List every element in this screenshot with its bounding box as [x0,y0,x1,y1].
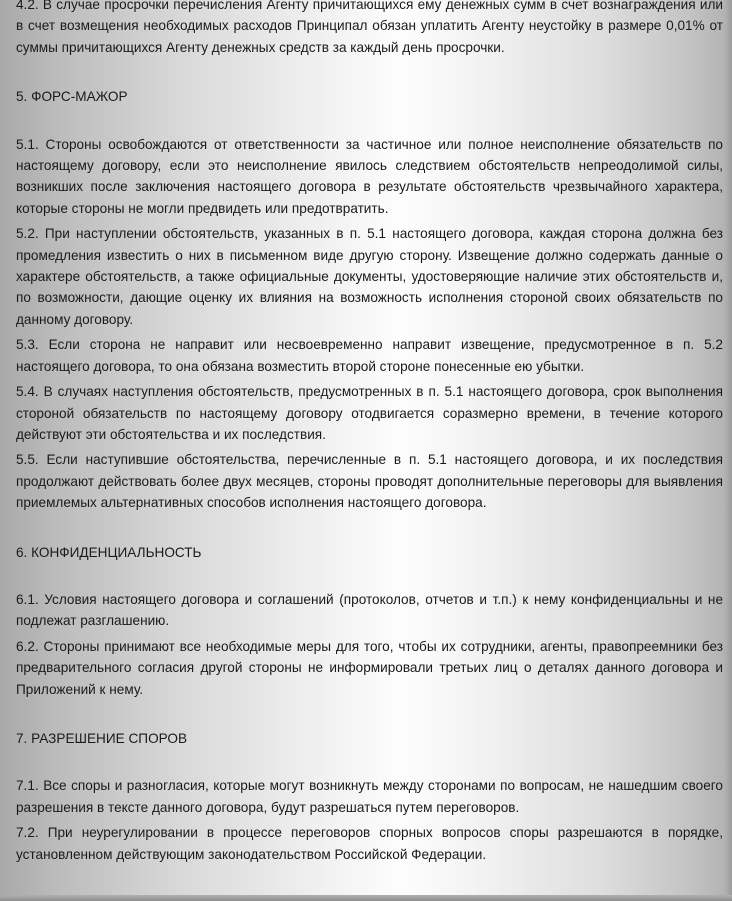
section-heading-disputes: 7. РАЗРЕШЕНИЕ СПОРОВ [16,730,188,746]
clause-7-2: 7.2. При неурегулировании в процессе переговоров спорных вопросов споры разрешаются в порядке, установленном действующим законодательством Российской Федерации. [16,825,723,862]
section-heading-confidentiality: 6. КОНФИДЕНЦИАЛЬНОСТЬ [16,544,202,560]
page-right-edge [724,0,732,901]
clause-5-1: 5.1. Стороны освобождаются от ответственности за частичное или полное неисполнение обязательств по настоящему договору, если это неисполнение явилось следствием обстоятельств непреодолимой силы, возникших после заключения настоящего договора в результате обстоятельств чрезвычайного характера, которые стороны не могли предвидеть или предотвратить. [16,136,723,216]
page-bottom-edge [0,895,732,901]
clause-7-1: 7.1. Все споры и разногласия, которые могут возникнуть между сторонами по вопросам, не нашедшим своего разрешения в тексте данного договора, будут разрешаться путем переговоров. [16,778,723,815]
clause-6-2: 6.2. Стороны принимают все необходимые меры для того, чтобы их сотрудники, агенты, правопреемники без предварительного согласия другой стороны не информировали третьих лиц о деталях данного договора и Приложений к нему. [16,638,723,697]
clause-5-3: 5.3. Если сторона не направит или несвоевременно направит извещение, предусмотренное в п. 5.2 настоящего договора, то она обязана возместить второй стороне понесенные ею убытки. [16,337,723,374]
clause-4-2: 4.2. В случае просрочки перечисления Агенту причитающихся ему денежных сумм в счет вознаграждения или в счет возмещения необходимых расходов Принципал обязан уплатить Агенту неустойку в размере 0,01% от суммы причитающихся Агенту денежных средств за каждый день просрочки. [16,0,723,55]
section-heading-force-majeure: 5. ФОРС-МАЖОР [16,89,128,105]
clause-5-4: 5.4. В случаях наступления обстоятельств, предусмотренных в п. 5.1 настоящего договора, срок выполнения стороной обязательств по настоящему договору отодвигается соразмерно времени, в течение которого действуют эти обстоятельства и их последствия. [16,384,723,442]
clause-6-1: 6.1. Условия настоящего договора и соглашений (протоколов, отчетов и т.п.) к нему конфиденциальны и не подлежат разглашению. [16,591,723,629]
clause-5-2: 5.2. При наступлении обстоятельств, указанных в п. 5.1 настоящего договора, каждая сторона должна без промедления известить о них в письменном виде другую сторону. Извещение должно содержать данные о характере обстоятельств, а также официальные документы, удостоверяющие наличие этих обстоятельств и, по возможности, дающие оценку их влияния на возможность исполнения стороной своих обязательств по данному договору. [16,226,723,327]
document-body [16,0,723,869]
clause-5-5: 5.5. Если наступившие обстоятельства, перечисленные в п. 5.1 настоящего договора, и их последствия продолжают действовать более двух месяцев, стороны проводят дополнительные переговоры для выявления приемлемых альтернативных способов исполнения настоящего договора. [16,452,723,511]
